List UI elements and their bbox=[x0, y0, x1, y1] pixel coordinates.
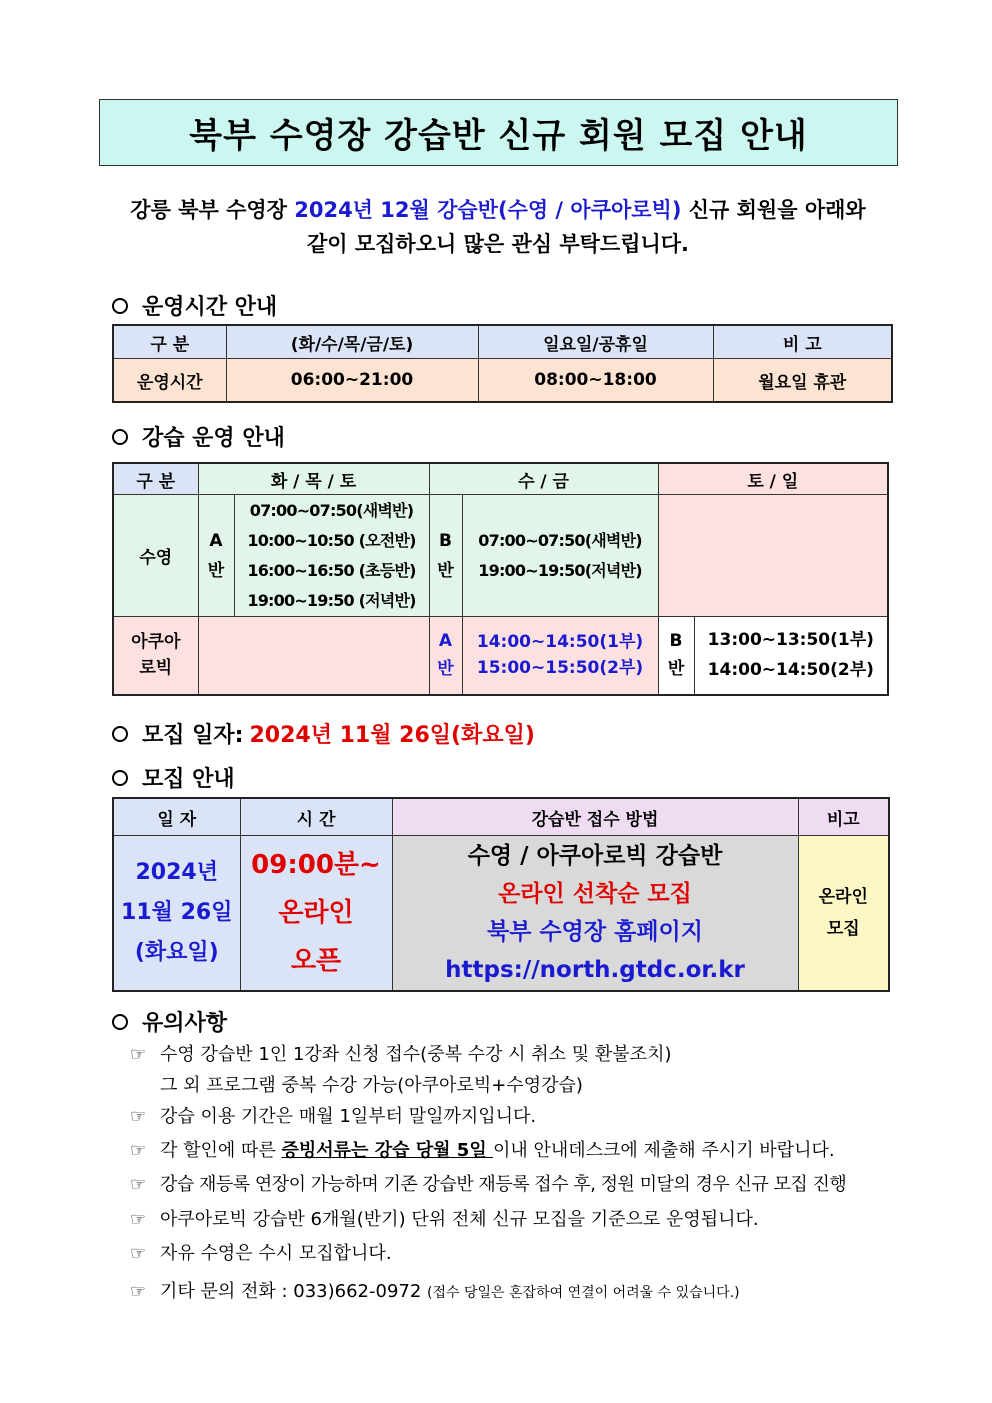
time-slot: 16:00~16:50 (초등반) bbox=[247, 560, 416, 580]
class-header-cell: 화 / 목 / 토 bbox=[198, 463, 429, 495]
class-header-cell: 수 / 금 bbox=[429, 463, 658, 495]
note-text: 이내 안내데스크에 제출해 주시기 바랍니다. bbox=[492, 1140, 835, 1161]
time-slot: 07:00~07:50(새벽반) bbox=[249, 500, 414, 520]
pointing-hand-icon: ☞ bbox=[130, 1140, 147, 1161]
hours-header-cell: (화/수/목/금/토) bbox=[226, 325, 478, 359]
aqua-label: 아쿠아 로빅 bbox=[113, 617, 198, 695]
swim-a-times bbox=[234, 495, 429, 617]
recruit-time-cell bbox=[240, 836, 392, 991]
note-text: 수영 강습반 1인 1강좌 신청 접수(중복 수강 시 취소 및 환불조치) bbox=[160, 1044, 672, 1065]
recruit-remark-line: 온라인 bbox=[818, 886, 868, 907]
aqua-b-label: B 반 bbox=[658, 617, 694, 695]
section-classes-label: 강습 운영 안내 bbox=[142, 426, 285, 451]
class-header-row bbox=[113, 463, 888, 495]
recruit-time-line: 09:00분~ bbox=[251, 849, 381, 880]
hours-header-cell: 구 분 bbox=[113, 325, 226, 359]
note-text: 각 할인에 따른 bbox=[160, 1140, 282, 1161]
hours-table bbox=[112, 324, 893, 403]
pointing-hand-icon: ☞ bbox=[130, 1243, 147, 1264]
recruit-table bbox=[112, 797, 890, 992]
date-label: 모집 일자: bbox=[142, 723, 244, 748]
note-text: 아쿠아로빅 강습반 6개월(반기) 단위 전체 신규 모집을 기준으로 운영됩니다. bbox=[160, 1209, 759, 1230]
recruit-time-line: 온라인 bbox=[278, 897, 354, 928]
recruit-header-cell: 일 자 bbox=[113, 798, 240, 836]
swim-row bbox=[113, 495, 888, 617]
class-header-cell: 토 / 일 bbox=[658, 463, 888, 495]
intro-line-2: 같이 모집하오니 많은 관심 부탁드립니다. bbox=[306, 232, 690, 256]
date-value: 2024년 11월 26일(화요일) bbox=[249, 723, 535, 748]
intro-line-1 bbox=[100, 193, 896, 227]
swim-b-label: B 반 bbox=[429, 495, 462, 617]
section-notes-label: 유의사항 bbox=[142, 1011, 228, 1036]
swim-b-times bbox=[462, 495, 658, 617]
section-date bbox=[112, 718, 535, 749]
swim-label: 수영 bbox=[113, 495, 198, 617]
intro-prefix: 강릉 북부 수영장 bbox=[130, 198, 295, 222]
hours-cell: 08:00~18:00 bbox=[478, 359, 713, 403]
note-text: 강습 재등록 연장이 가능하며 기존 강습반 재등록 접수 후, 정원 미달의 경우 신규 모집 진행 bbox=[160, 1174, 847, 1195]
recruit-method-line: 온라인 선착순 모집 bbox=[498, 880, 692, 907]
aqua-a-times bbox=[462, 617, 658, 695]
circle-bullet-icon bbox=[112, 1014, 128, 1030]
note-item bbox=[130, 1136, 835, 1162]
note-item bbox=[130, 1102, 536, 1128]
swim-a-label: A 반 bbox=[198, 495, 234, 617]
note-item bbox=[130, 1277, 740, 1303]
pointing-hand-icon: ☞ bbox=[130, 1209, 147, 1230]
section-notes bbox=[112, 1006, 227, 1037]
pointing-hand-icon: ☞ bbox=[130, 1281, 147, 1302]
recruit-header-cell: 시 간 bbox=[240, 798, 392, 836]
note-text: 기타 문의 전화 : 033)662-0972 bbox=[160, 1281, 428, 1302]
pointing-hand-icon: ☞ bbox=[130, 1106, 147, 1127]
swim-weekend-empty bbox=[658, 495, 888, 617]
hours-cell: 06:00~21:00 bbox=[226, 359, 478, 403]
section-hours bbox=[112, 290, 277, 321]
homepage-link[interactable]: https://north.gtdc.or.kr bbox=[445, 956, 745, 983]
recruit-header-cell: 강습반 접수 방법 bbox=[392, 798, 798, 836]
note-item bbox=[130, 1071, 583, 1097]
note-text: 그 외 프로그램 중복 수강 가능(아쿠아로빅+수영강습) bbox=[160, 1075, 583, 1096]
recruit-remark-cell bbox=[798, 836, 889, 991]
time-slot: 14:00~14:50(2부) bbox=[707, 660, 874, 681]
note-small-text: (접수 당일은 혼잡하여 연결이 어려울 수 있습니다.) bbox=[427, 1285, 740, 1301]
section-recruit bbox=[112, 762, 235, 793]
note-text: 강습 이용 기간은 매월 1일부터 말일까지입니다. bbox=[160, 1106, 537, 1127]
recruit-method-cell bbox=[392, 836, 798, 991]
note-emphasis: 증빙서류는 강습 당월 5일 bbox=[281, 1140, 493, 1161]
aqua-a-label: A 반 bbox=[429, 617, 462, 695]
time-slot: 19:00~19:50 (저녁반) bbox=[247, 590, 416, 610]
note-item bbox=[130, 1170, 846, 1196]
intro-highlight: 2024년 12월 강습반(수영 / 아쿠아로빅) bbox=[294, 198, 682, 222]
aqua-row bbox=[113, 617, 888, 695]
class-header-cell: 구 분 bbox=[113, 463, 198, 495]
hours-row bbox=[113, 359, 892, 403]
aqua-b-times bbox=[694, 617, 888, 695]
recruit-date-line: 11월 26일 bbox=[121, 899, 233, 925]
recruit-row bbox=[113, 836, 889, 991]
section-classes bbox=[112, 421, 285, 452]
aqua-tue-empty bbox=[198, 617, 429, 695]
circle-bullet-icon bbox=[112, 726, 128, 742]
intro-text bbox=[100, 193, 896, 261]
intro-suffix: 신규 회원을 아래와 bbox=[681, 198, 866, 222]
pointing-hand-icon: ☞ bbox=[130, 1174, 146, 1195]
note-text: 자유 수영은 수시 모집합니다. bbox=[160, 1243, 392, 1264]
time-slot: 15:00~15:50(2부) bbox=[476, 658, 644, 679]
recruit-header-row bbox=[113, 798, 889, 836]
note-item bbox=[130, 1040, 671, 1066]
recruit-time-line: 오픈 bbox=[290, 945, 342, 976]
recruit-date-cell bbox=[113, 836, 240, 991]
section-hours-label: 운영시간 안내 bbox=[142, 295, 278, 320]
hours-header-cell: 비 고 bbox=[713, 325, 892, 359]
hours-cell: 운영시간 bbox=[113, 359, 226, 403]
hours-header-cell: 일요일/공휴일 bbox=[478, 325, 713, 359]
class-table bbox=[112, 462, 889, 696]
recruit-method-line: 북부 수영장 홈페이지 bbox=[487, 918, 703, 945]
section-recruit-label: 모집 안내 bbox=[142, 767, 235, 792]
time-slot: 14:00~14:50(1부) bbox=[476, 632, 644, 653]
note-item bbox=[130, 1239, 392, 1265]
circle-bullet-icon bbox=[112, 298, 128, 314]
recruit-header-cell: 비고 bbox=[798, 798, 889, 836]
pointing-hand-icon: ☞ bbox=[130, 1044, 147, 1065]
circle-bullet-icon bbox=[112, 429, 128, 445]
circle-bullet-icon bbox=[112, 770, 128, 786]
note-item bbox=[130, 1205, 759, 1231]
recruit-date-line: 2024년 bbox=[135, 859, 218, 885]
hours-header-row bbox=[113, 325, 892, 359]
time-slot: 13:00~13:50(1부) bbox=[707, 630, 874, 651]
recruit-date-line: (화요일) bbox=[134, 939, 219, 965]
recruit-method-line: 수영 / 아쿠아로빅 강습반 bbox=[467, 842, 723, 869]
page-title: 북부 수영장 강습반 신규 회원 모집 안내 bbox=[99, 99, 898, 166]
time-slot: 10:00~10:50 (오전반) bbox=[247, 530, 416, 550]
hours-cell: 월요일 휴관 bbox=[713, 359, 892, 403]
time-slot: 19:00~19:50(저녁반) bbox=[478, 560, 642, 580]
recruit-remark-line: 모집 bbox=[826, 918, 860, 939]
time-slot: 07:00~07:50(새벽반) bbox=[478, 530, 642, 550]
